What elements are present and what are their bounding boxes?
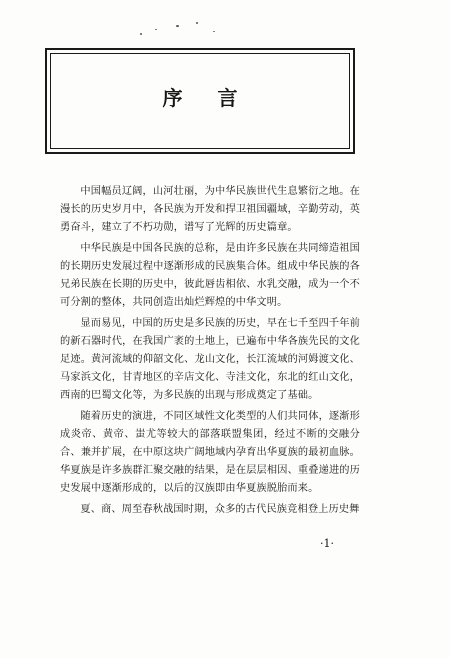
- paragraph: 中国幅员辽阔，山河壮丽，为中华民族世代生息繁衍之地。在漫长的历史岁月中，各民族为开发和捍卫祖国疆域，辛勤劳动，英勇奋斗，建立了不朽功勋，谱写了光辉的历史篇章。: [60, 186, 360, 233]
- chapter-title: 序 言: [162, 86, 252, 110]
- paragraph: 随着历史的演进，不同区域性文化类型的人们共同体，逐渐形成炎帝、黄帝、蚩尤等较大的部落联盟集团，经过不断的交融分合、兼并扩展，在中原这块广阔地域内孕育出华夏族的最初血脉。华夏族是许多族群汇聚交融的结果，是在层层相因、重叠递进的历史发展中逐渐形成的，以后的汉族即由华夏族脱胎而来。: [60, 411, 360, 494]
- body-text: [60, 183, 360, 522]
- title-frame: [45, 48, 355, 154]
- scan-speck: [155, 29, 157, 30]
- scan-speck: [213, 31, 215, 32]
- paragraph: 中华民族是中国各民族的总称，是由许多民族在共同缔造祖国的长期历史发展过程中逐渐形成的民族集合体。组成中华民族的各兄弟民族在长期的历史中，彼此唇齿相依、水乳交融，成为一个不可分割的整体，共同创造出灿烂辉煌的中华文明。: [60, 243, 360, 308]
- paragraph: 显而易见，中国的历史是多民族的历史，早在七千至四千年前的新石器时代，在我国广袤的土地上，已遍布中华各族先民的文化足迹。黄河流域的仰韶文化、龙山文化，长江流域的河姆渡文化、马家浜文化，甘青地区的辛店文化、寺洼文化，东北的红山文化，西南的巴蜀文化等，为多民族的出现与形成奠定了基础。: [60, 318, 360, 401]
- paragraph: 夏、商、周至春秋战国时期，众多的古代民族竞相登上历史舞: [80, 504, 360, 515]
- scan-speck: [140, 33, 142, 35]
- page-number: ·1·: [320, 537, 334, 550]
- scan-speck: [176, 25, 179, 27]
- scan-speck: [196, 22, 198, 24]
